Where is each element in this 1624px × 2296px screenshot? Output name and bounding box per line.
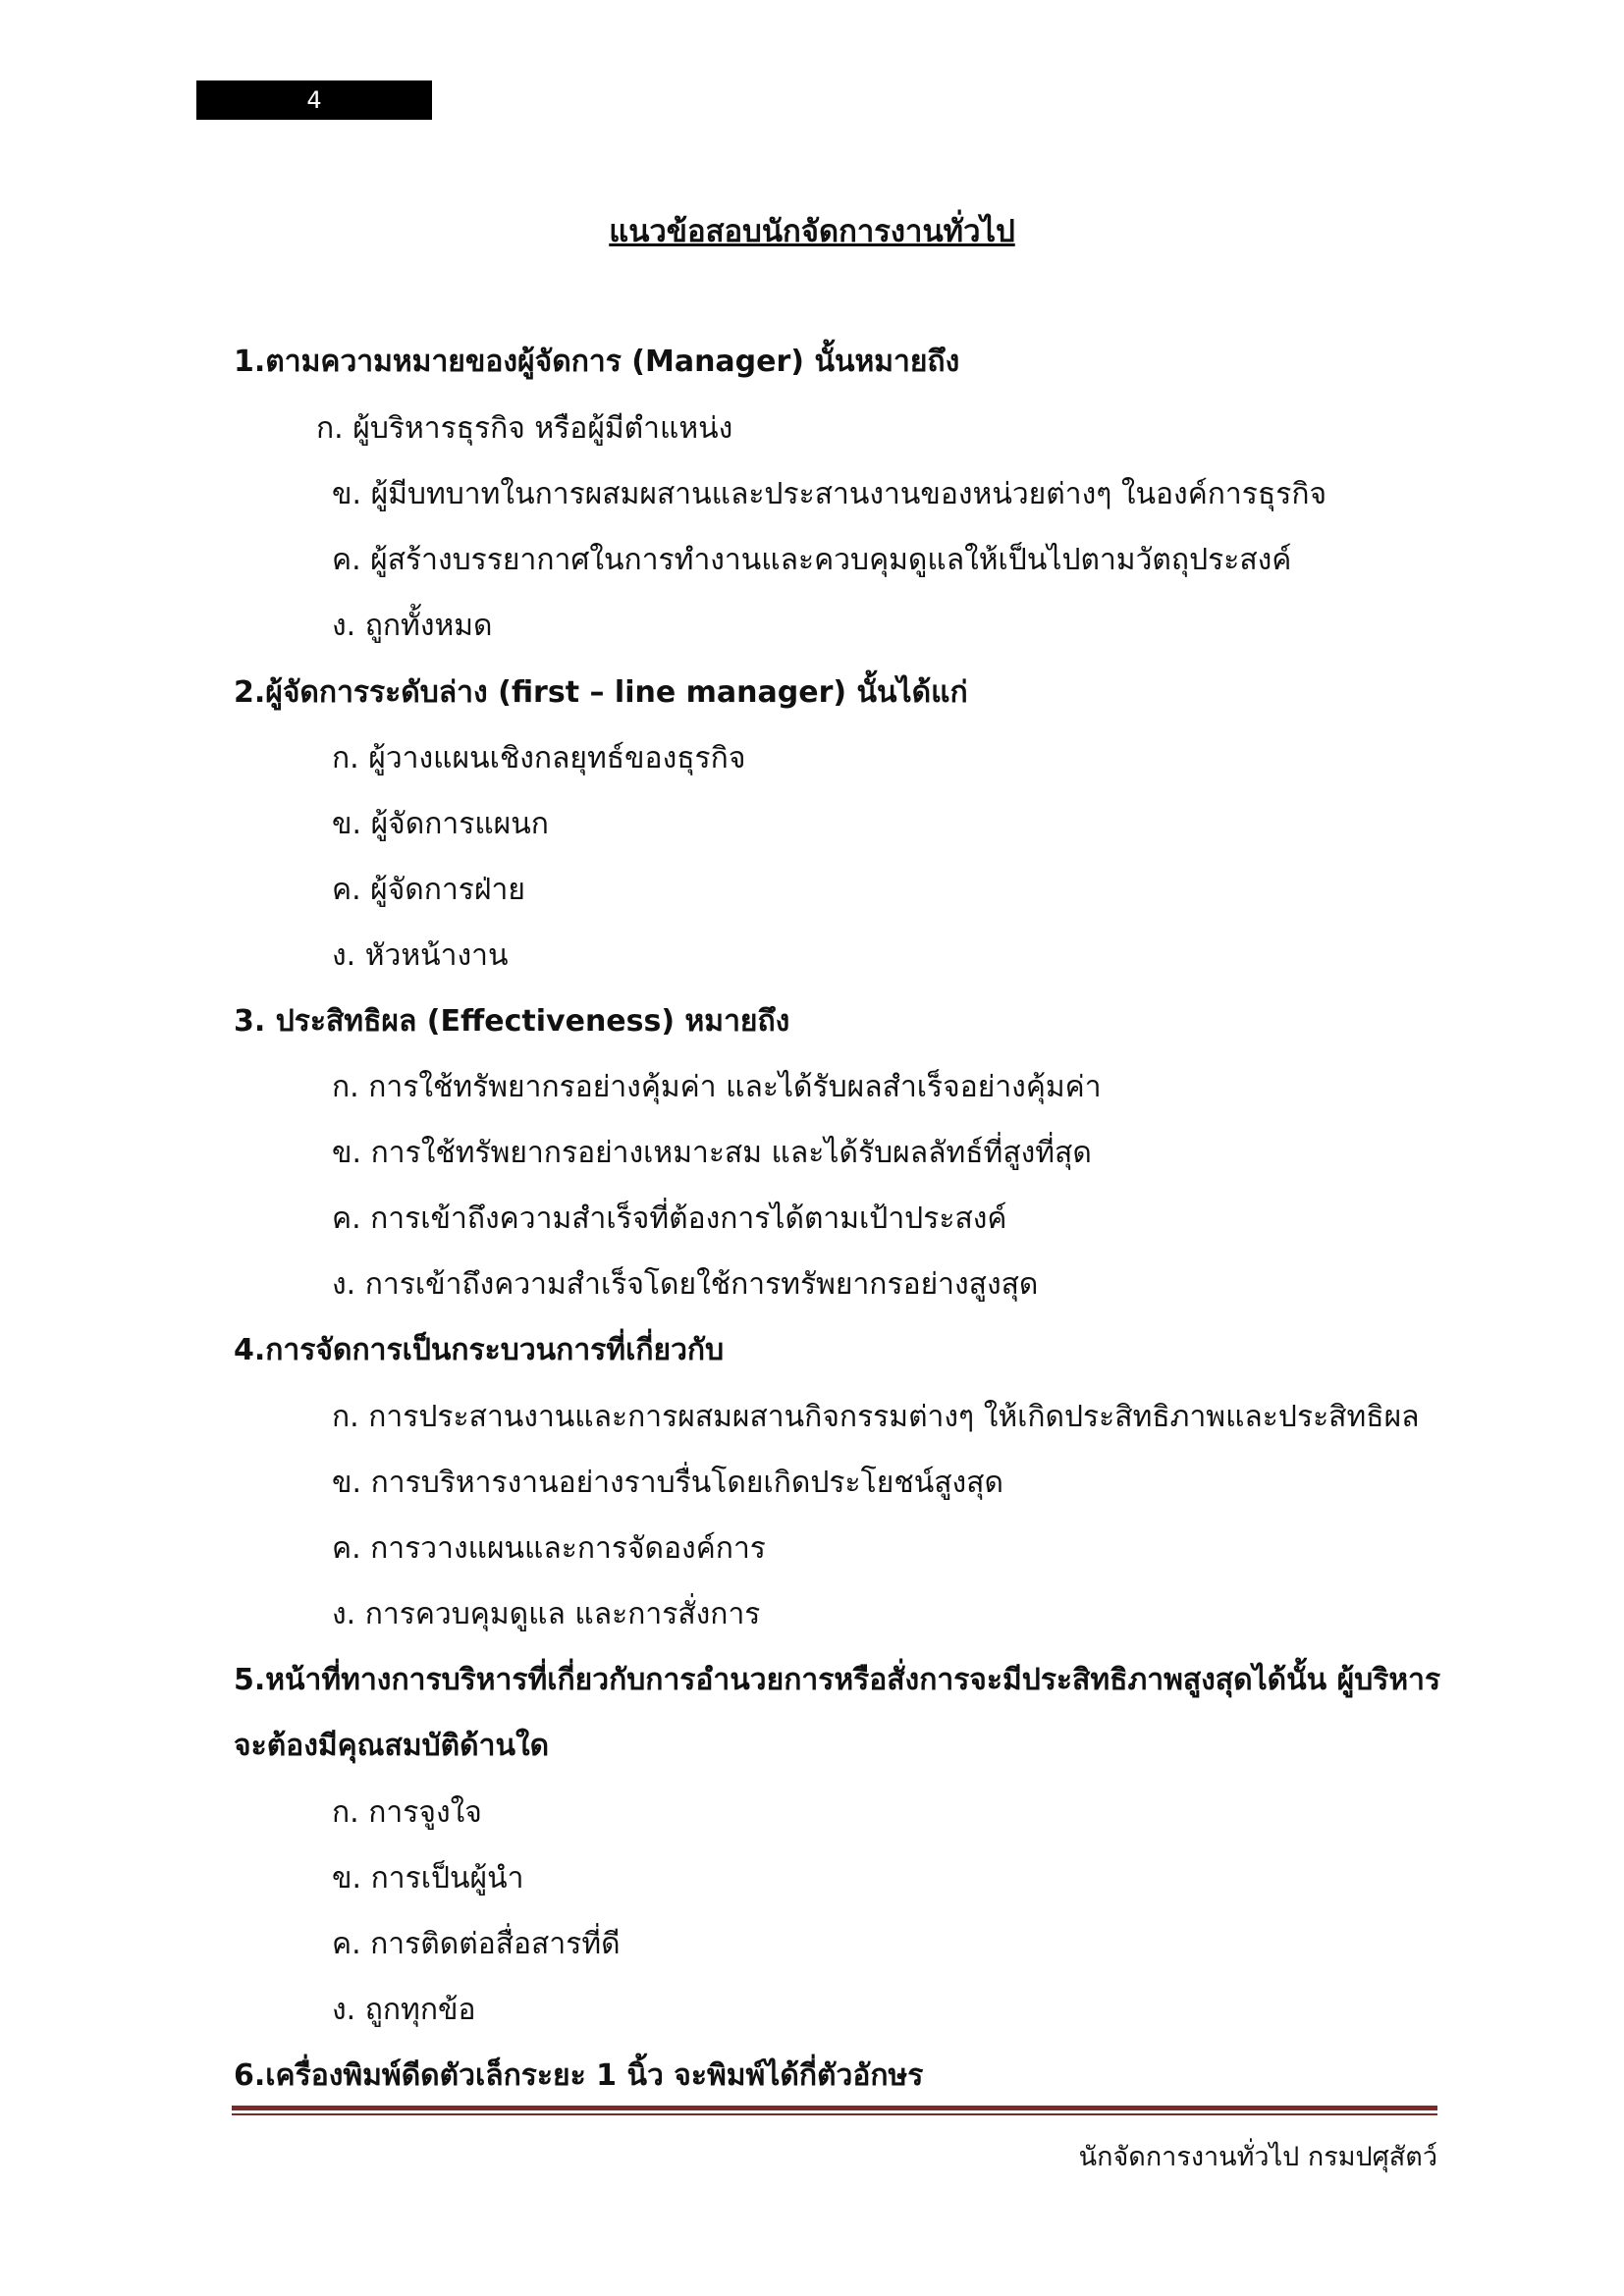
question-2: 2.ผู้จัดการระดับล่าง (first – line manager) นั้นได้แก่ <box>234 675 968 710</box>
question-5-option-a: ก. การจูงใจ <box>332 1795 482 1830</box>
question-4-option-b: ข. การบริหารงานอย่างราบรื่นโดยเกิดประโยชน์สูงสุด <box>332 1466 1003 1500</box>
question-1-option-b: ข. ผู้มีบทบาทในการผสมผสานและประสานงานของหน่วยต่างๆ ในองค์การธุรกิจ <box>332 477 1327 511</box>
question-3-option-c: ค. การเข้าถึงความสำเร็จที่ต้องการได้ตามเป้าประสงค์ <box>332 1201 1007 1236</box>
question-1-option-c: ค. ผู้สร้างบรรยากาศในการทำงานและควบคุมดูแลให้เป็นไปตามวัตถุประสงค์ <box>332 543 1292 577</box>
question-5-option-d: ง. ถูกทุกข้อ <box>332 1993 476 2027</box>
question-5-option-c: ค. การติดต่อสื่อสารที่ดี <box>332 1927 621 1961</box>
document-title: แนวข้อสอบนักจัดการงานทั่วไป <box>609 214 1015 249</box>
question-1-option-a: ก. ผู้บริหารธุรกิจ หรือผู้มีตำแหน่ง <box>316 411 733 446</box>
question-4-option-c: ค. การวางแผนและการจัดองค์การ <box>332 1531 766 1566</box>
question-5-option-b: ข. การเป็นผู้นำ <box>332 1861 524 1896</box>
question-2-option-a: ก. ผู้วางแผนเชิงกลยุทธ์ของธุรกิจ <box>332 741 746 775</box>
question-3-option-b: ข. การใช้ทรัพยากรอย่างเหมาะสม และได้รับผลลัทธ์ที่สูงที่สุด <box>332 1136 1092 1170</box>
question-6: 6.เครื่องพิมพ์ดีดตัวเล็กระยะ 1 นิ้ว จะพิมพ์ได้กี่ตัวอักษร <box>234 2058 924 2093</box>
question-2-option-c: ค. ผู้จัดการฝ่าย <box>332 873 525 907</box>
question-4-option-a: ก. การประสานงานและการผสมผสานกิจกรรมต่างๆ ให้เกิดประสิทธิภาพและประสิทธิผล <box>332 1400 1420 1434</box>
question-4-option-d: ง. การควบคุมดูแล และการสั่งการ <box>332 1597 761 1631</box>
question-3-option-a: ก. การใช้ทรัพยากรอย่างคุ้มค่า และได้รับผลสำเร็จอย่างคุ้มค่า <box>332 1070 1102 1104</box>
footer-divider <box>232 2106 1437 2110</box>
question-3-option-d: ง. การเข้าถึงความสำเร็จโดยใช้การทรัพยากรอย่างสูงสุด <box>332 1267 1039 1302</box>
question-2-option-d: ง. หัวหน้างาน <box>332 938 509 973</box>
footer-divider-thin <box>232 2113 1437 2115</box>
footer-text: นักจัดการงานทั่วไป กรมปศุสัตว์ <box>1078 2142 1437 2172</box>
page-number-badge: 4 <box>196 80 432 120</box>
question-2-option-b: ข. ผู้จัดการแผนก <box>332 807 549 841</box>
question-5: 5.หน้าที่ทางการบริหารที่เกี่ยวกับการอำนวยการหรือสั่งการจะมีประสิทธิภาพสูงสุดได้นั้น ผู้บริหาร <box>234 1663 1441 1697</box>
question-4: 4.การจัดการเป็นกระบวนการที่เกี่ยวกับ <box>234 1333 725 1367</box>
question-3: 3. ประสิทธิผล (Effectiveness) หมายถึง <box>234 1004 790 1039</box>
question-1: 1.ตามความหมายของผู้จัดการ (Manager) นั้นหมายถึง <box>234 345 960 379</box>
question-1-option-d: ง. ถูกทั้งหมด <box>332 609 493 643</box>
question-5-continued: จะต้องมีคุณสมบัติด้านใด <box>234 1729 550 1763</box>
